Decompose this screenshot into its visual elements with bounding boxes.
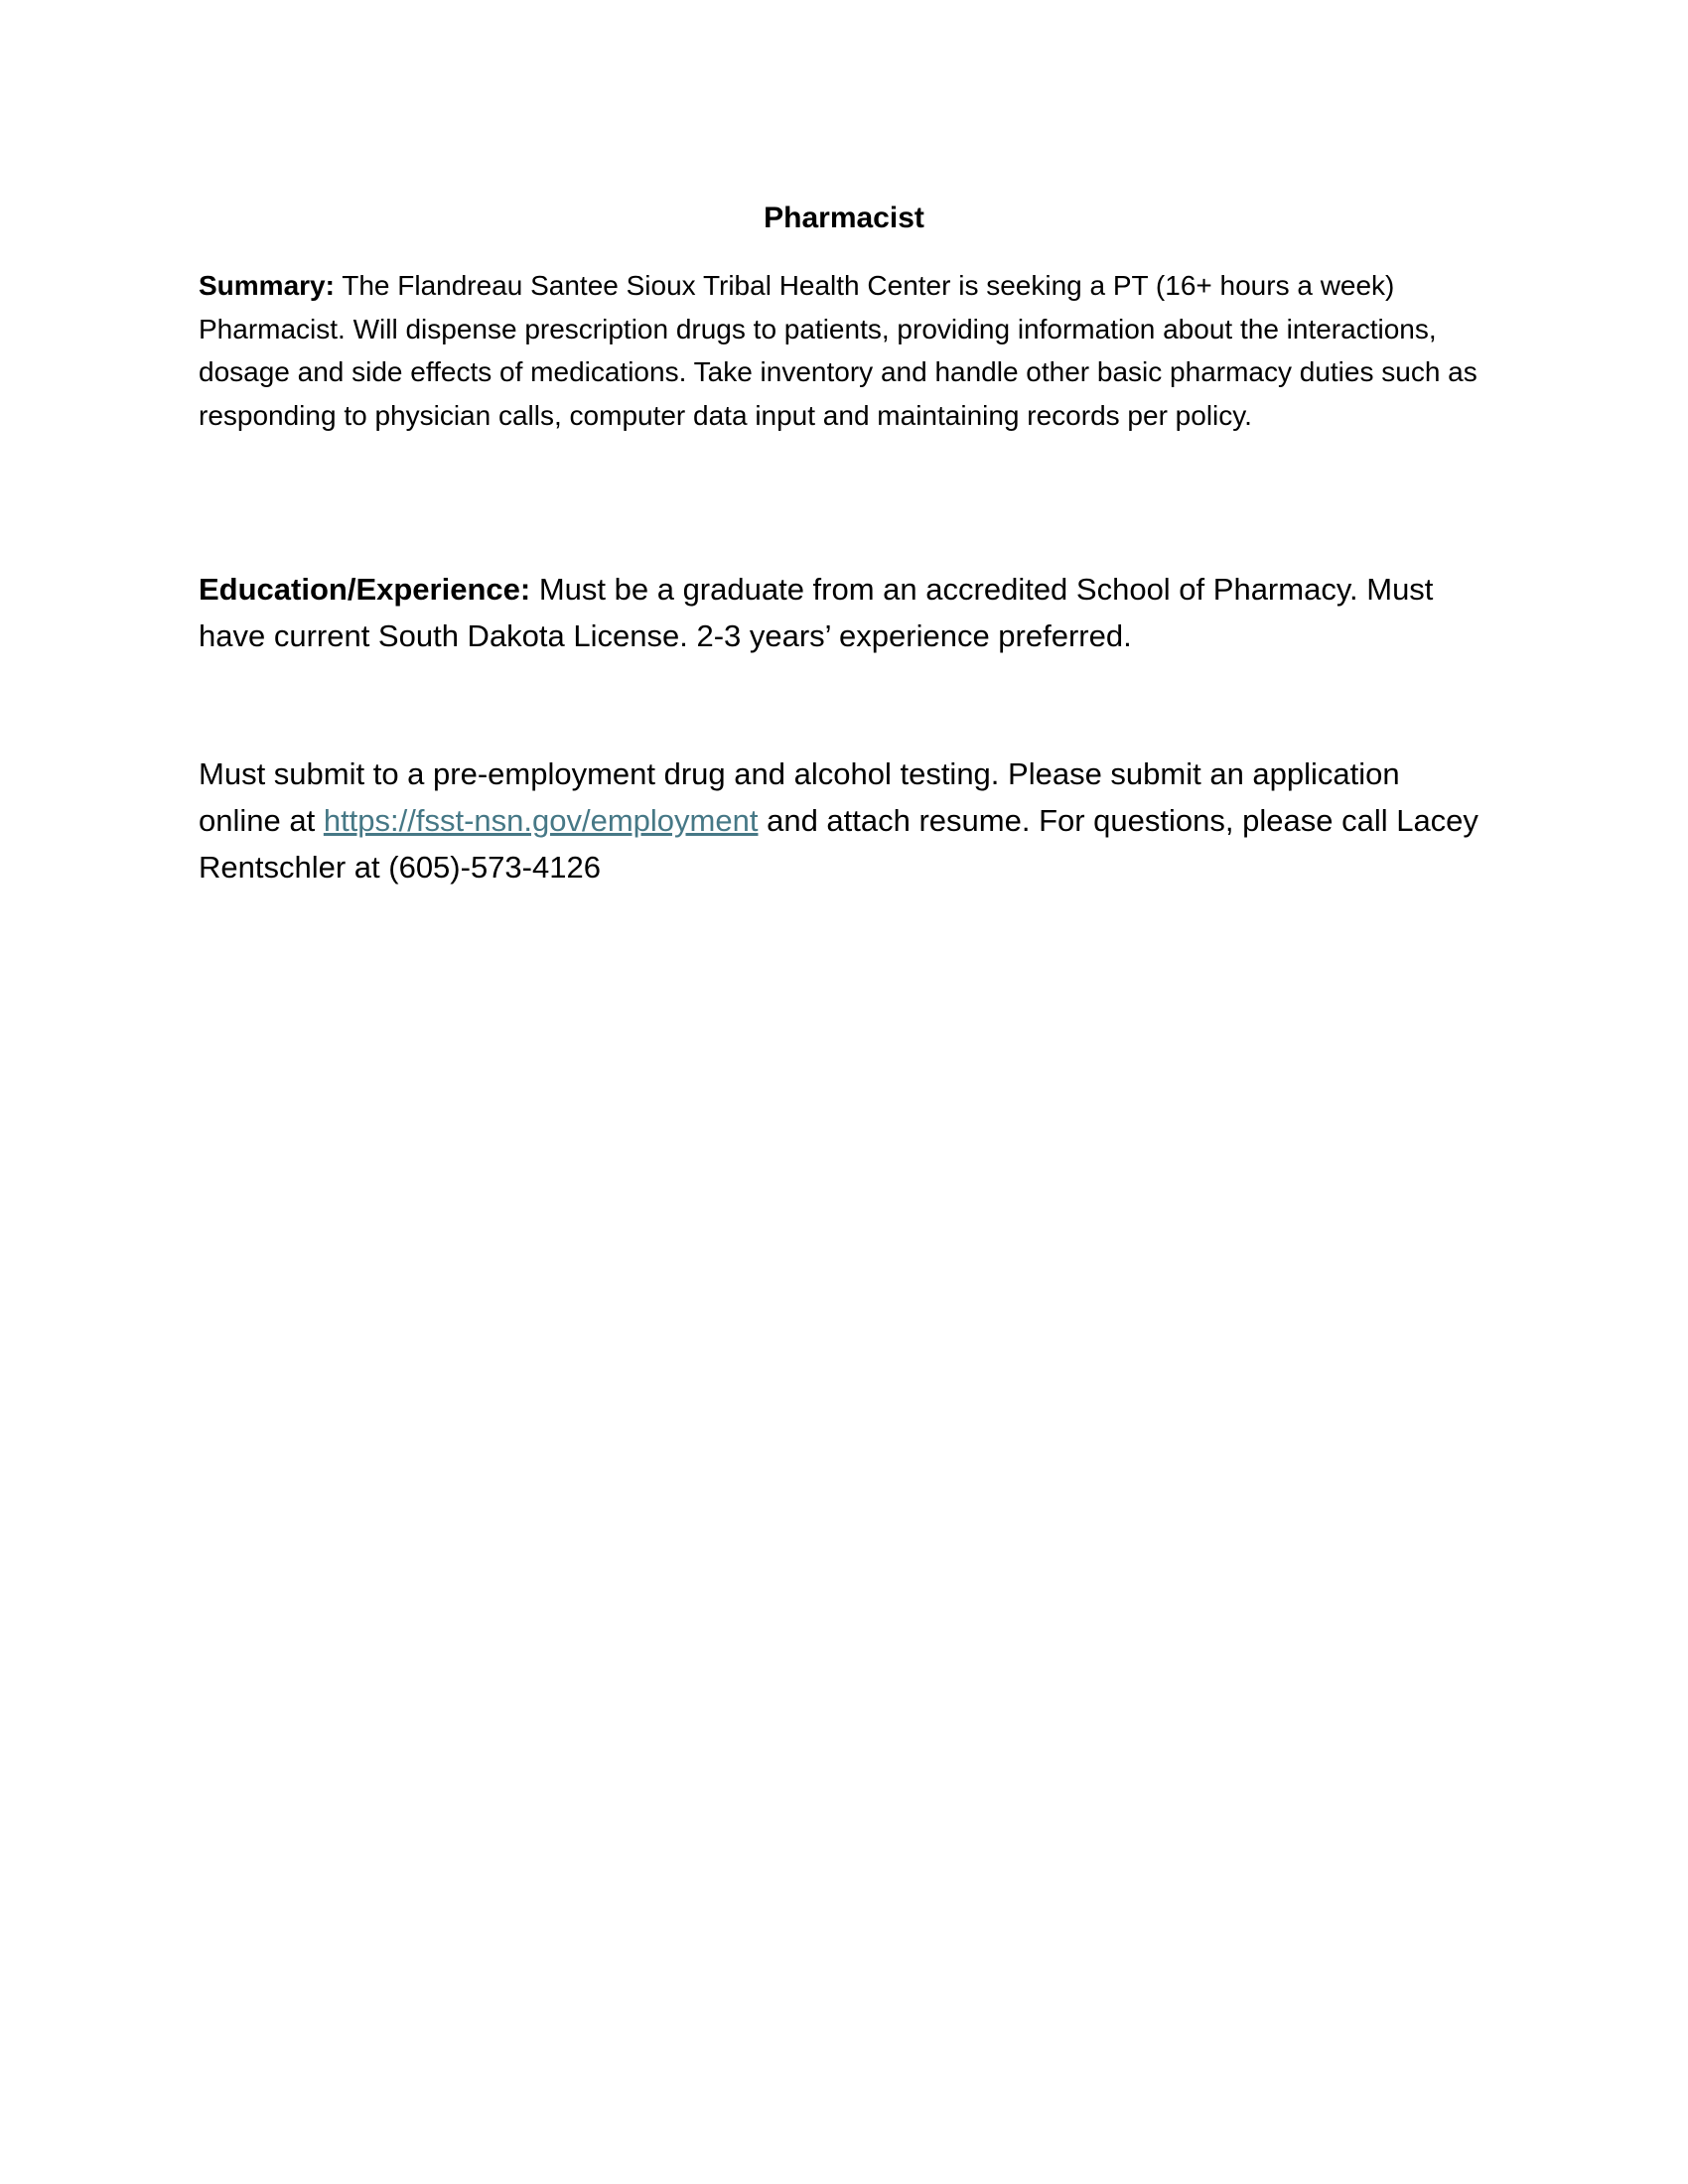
page-title: Pharmacist	[764, 202, 924, 234]
application-paragraph	[199, 751, 1489, 890]
summary-paragraph	[199, 264, 1489, 437]
education-paragraph	[199, 566, 1489, 659]
employment-link[interactable]: https://fsst-nsn.gov/employment	[323, 803, 759, 838]
application-text-after: and attach resume. For questions, please call Lacey Rentschler at (605)-573-4126	[199, 803, 1478, 885]
education-label: Education/Experience:	[199, 572, 531, 607]
education-text: Must be a graduate from an accredited School of Pharmacy. Must have current South Dakota License. 2-3 years’ experience preferred.	[199, 572, 1434, 653]
application-text-before: Must submit to a pre-employment drug and alcohol testing. Please submit an application online at	[199, 756, 1400, 838]
summary-label: Summary:	[199, 270, 335, 301]
summary-text: The Flandreau Santee Sioux Tribal Health Center is seeking a PT (16+ hours a week) Pharmacist. Will dispense prescription drugs to patients, providing information about the interactions, dosage and side effects of medications. Take inventory and handle other basic pharmacy duties such as responding to physician calls, computer data input and maintaining records per policy.	[199, 270, 1477, 431]
